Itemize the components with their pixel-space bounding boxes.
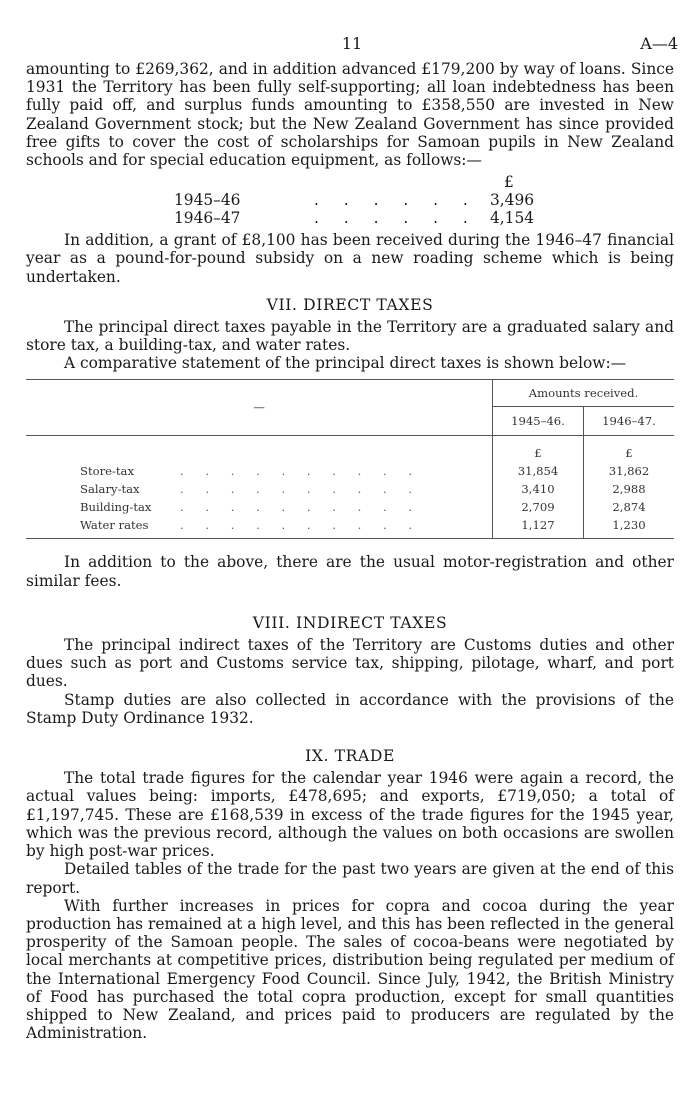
table-row-label: Store-tax [80, 463, 135, 478]
table-leader-dots: . . . . . . . . . . [180, 518, 422, 533]
table-row-label: Salary-tax [80, 482, 140, 497]
table-cell: 2,709 [493, 498, 584, 516]
table-row [26, 480, 674, 498]
gift-year: 1946–47 [174, 209, 241, 228]
table-cell: 1,230 [584, 516, 675, 539]
gift-row [26, 191, 674, 209]
gift-leader-dots: . . . . . . [314, 191, 478, 210]
gift-amount: 4,154 [490, 209, 535, 228]
table-cell: 31,854 [493, 462, 584, 480]
table-row [26, 516, 674, 539]
table-leader-dots: . . . . . . . . . . [180, 482, 422, 497]
table-cell: 2,988 [584, 480, 675, 498]
grant-paragraph: In addition, a grant of £8,100 has been received during the 1946–47 financial year as a pound-for-pound subsidy on a new roading scheme which is being undertaken. [26, 231, 674, 286]
trade-heading: IX. TRADE [305, 747, 395, 766]
page-number: 11 [341, 34, 363, 53]
trade-copra-cocoa-paragraph: With further increases in prices for copra and cocoa during the year production has remained at a high level, and this has been reflected in the general prosperity of the Samoan people. The sales of cocoa-beans were negotiated by local merchants at competitive prices, distribution being regulated per medium of the International Emergency Food Council. Since July, 1942, the British Ministry of Food has purchased the total copra production, except for small quantities shipped to New Zealand, and prices paid to producers are regulated by the Administration. [26, 896, 674, 1043]
table-row-label: Water rates [80, 518, 149, 533]
table-cell: 2,874 [584, 498, 675, 516]
gifts-currency-symbol: £ [504, 173, 514, 192]
gift-leader-dots: . . . . . . [314, 209, 478, 228]
table-leader-dots: . . . . . . . . . . [180, 463, 422, 478]
table-row [26, 498, 674, 516]
table-cell: 3,410 [493, 480, 584, 498]
trade-tables-paragraph: Detailed tables of the trade for the past two years are given at the end of this report. [26, 860, 674, 897]
direct-taxes-fees-paragraph: In addition to the above, there are the usual motor-registration and other similar fees. [26, 553, 674, 590]
trade-figures-paragraph: The total trade figures for the calendar year 1946 were again a record, the actual values being: imports, £478,695; and exports, £719,050; a total of £1,197,745. These are £168,539 in excess of the trade figures for the 1945 year, which was the previous record, although the values on both occasions are swollen by high post-war prices. [26, 769, 674, 861]
table-cell: 31,862 [584, 462, 675, 480]
gifts-list [26, 173, 674, 227]
table-row-label: Building-tax [80, 500, 152, 515]
table-currency-stub [26, 435, 493, 462]
gift-year: 1945–46 [174, 191, 241, 210]
document-reference: A—4 [640, 34, 678, 53]
table-stub-header: — [253, 400, 265, 415]
table-column-header: 1945–46. [493, 406, 584, 435]
table-leader-dots: . . . . . . . . . . [180, 500, 422, 515]
table-currency-cell: £ [584, 435, 675, 462]
direct-taxes-statement-intro: A comparative statement of the principal direct taxes is shown below:— [64, 354, 627, 373]
stamp-duty-paragraph: Stamp duties are also collected in accordance with the provisions of the Stamp Duty Ordinance 1932. [26, 690, 674, 727]
table-cell: 1,127 [493, 516, 584, 539]
direct-taxes-intro: The principal direct taxes payable in the Territory are a graduated salary and store tax, a building-tax, and water rates. [26, 318, 674, 355]
table-row [26, 462, 674, 480]
gift-amount: 3,496 [490, 191, 535, 210]
direct-taxes-table [26, 379, 674, 540]
indirect-taxes-heading: VIII. INDIRECT TAXES [252, 613, 448, 632]
gift-row [26, 209, 674, 227]
table-currency-cell: £ [493, 435, 584, 462]
gifts-currency-row [26, 173, 674, 191]
direct-taxes-heading: VII. DIRECT TAXES [266, 295, 434, 314]
finance-paragraph: amounting to £269,362, and in addition advanced £179,200 by way of loans. Since 1931 the Territory has been fully self-supporting; all loan indebtedness has been fully paid off, and surplus funds amounting to £358,550 are invested in New Zealand Government stock; but the New Zealand Government has since provided free gifts to cover the cost of scholarships for Samoan pupils in New Zealand schools and for special education equipment, as follows:— [26, 60, 674, 170]
page-body [26, 60, 674, 1042]
indirect-taxes-paragraph: The principal indirect taxes of the Territory are Customs duties and other dues such as port and Customs service tax, shipping, pilotage, wharf, and port dues. [26, 636, 674, 691]
table-group-header: Amounts received. [493, 379, 675, 406]
page-header [26, 34, 678, 56]
table-column-header: 1946–47. [584, 406, 675, 435]
